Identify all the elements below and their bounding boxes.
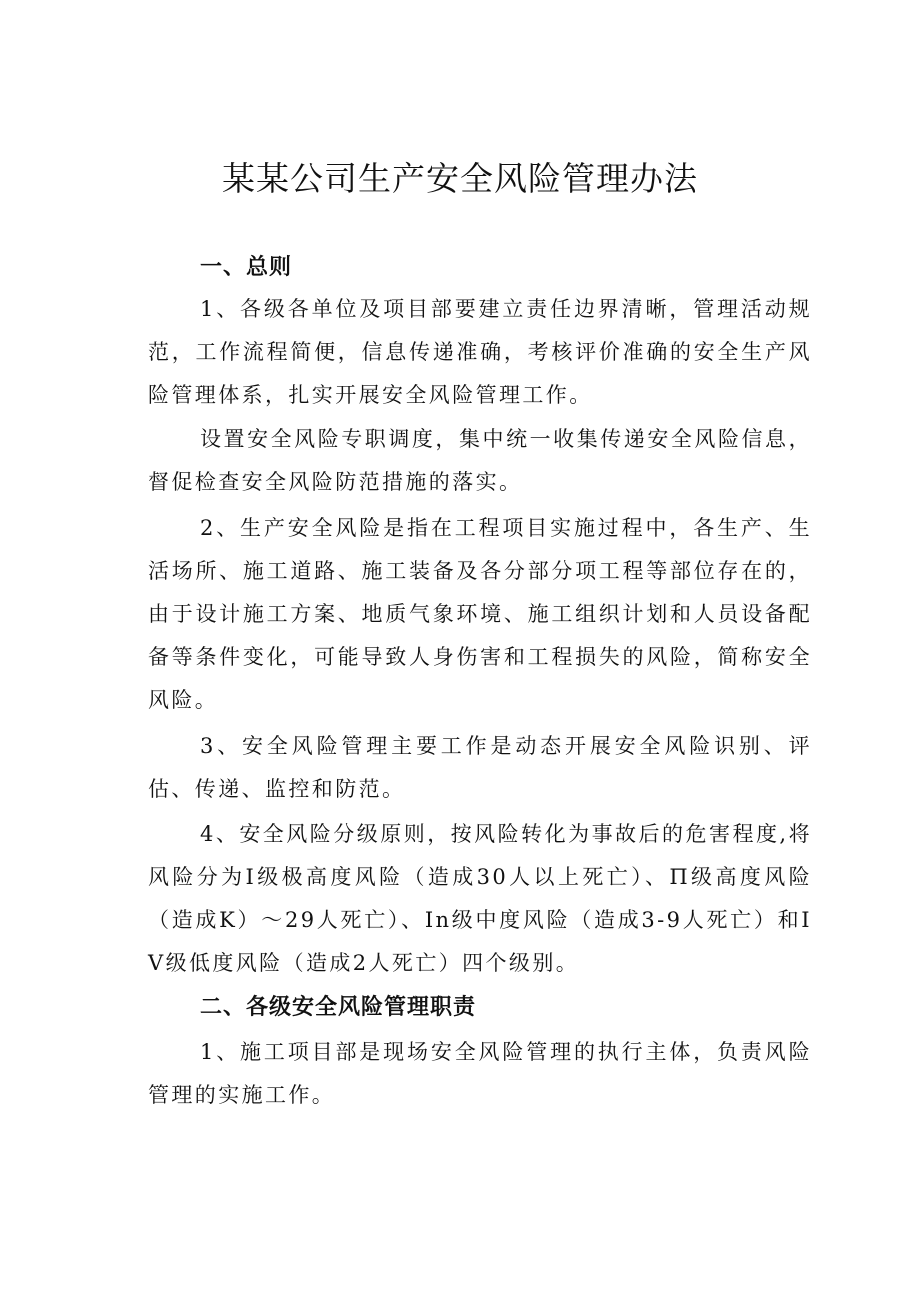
document-title: 某某公司生产安全风险管理办法 — [222, 159, 698, 198]
paragraph-risk-management-work: 3、安全风险管理主要工作是动态开展安全风险识别、评估、传递、监控和防范。 — [148, 734, 812, 801]
section-heading-responsibilities: 二、各级安全风险管理职责 — [200, 995, 477, 1020]
paragraph-risk-definition: 2、生产安全风险是指在工程项目实施过程中，各生产、生活场所、施工道路、施工装备及各分部分项工程等部位存在的，由于设计施工方案、地质气象环境、施工组织计划和人员设备配备等条件变化，可能导致人身伤害和工程损失的风险，简称安全风险。 — [148, 516, 812, 712]
section-heading-general: 一、总则 — [200, 255, 293, 280]
paragraph-risk-dispatcher: 设置安全风险专职调度，集中统一收集传递安全风险信息，督促检查安全风险防范措施的落实。 — [148, 427, 812, 494]
paragraph-risk-levels: 4、安全风险分级原则，按风险转化为事故后的危害程度,将风险分为I级极高度风险（造成30人以上死亡）、Π级高度风险（造成K）～29人死亡）、In级中度风险（造成3-9人死亡）和IV级低度风险（造成2人死亡）四个级别。 — [148, 822, 812, 975]
paragraph-responsibility-system: 1、各级各单位及项目部要建立责任边界清晰，管理活动规范，工作流程简便，信息传递准确，考核评价准确的安全生产风险管理体系，扎实开展安全风险管理工作。 — [148, 297, 812, 407]
paragraph-project-department: 1、施工项目部是现场安全风险管理的执行主体，负责风险管理的实施工作。 — [148, 1040, 812, 1107]
